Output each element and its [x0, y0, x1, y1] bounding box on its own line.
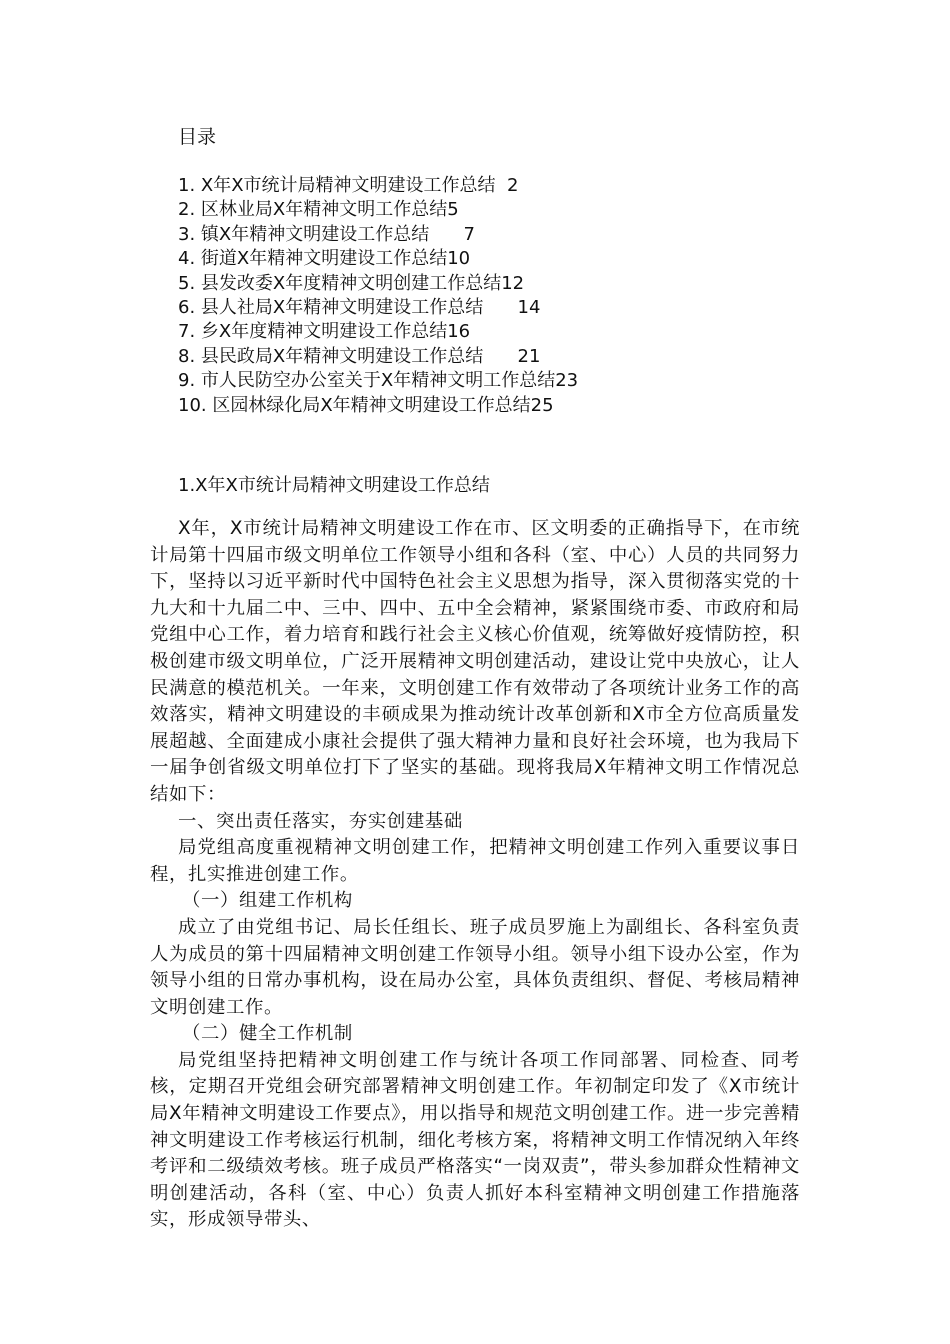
toc-item[interactable]: 4. 街道X年精神文明建设工作总结10: [178, 248, 471, 270]
toc-title: 目录: [178, 126, 217, 148]
toc-item[interactable]: 10. 区园林绿化局X年精神文明建设工作总结25: [178, 394, 554, 416]
toc-item[interactable]: 6. 县人社局X年精神文明建设工作总结 14: [178, 297, 541, 319]
paragraph-mechanism: 局党组坚持把精神文明创建工作与统计各项工作同部署、同检查、同考核，定期召开党组会研究部署精神文明创建工作。年初制定印发了《X市统计局X年精神文明建设工作要点》，用以指导和规范文明创建工作。进一步完善精神文明建设工作考核运行机制，细化考核方案，将精神文明工作情况纳入年终考评和二级绩效考核。班子成员严格落实“一岗双责”，带头参加群众性精神文明创建活动，各科（室、中心）负责人抓好本科室精神文明创建工作措施落实，形成领导带头、: [150, 1049, 800, 1231]
toc-item[interactable]: 8. 县民政局X年精神文明建设工作总结 21: [178, 345, 541, 367]
subheading-mechanism: （二）健全工作机制: [182, 1023, 353, 1045]
paragraph-responsibility: 局党组高度重视精神文明创建工作，把精神文明创建工作列入重要议事日程，扎实推进创建工作。: [150, 837, 800, 885]
heading-responsibility: 一、突出责任落实，夯实创建基础: [178, 810, 463, 832]
section-title: 1.X年X市统计局精神文明建设工作总结: [178, 475, 490, 496]
toc-item[interactable]: 1. X年X市统计局精神文明建设工作总结 2: [178, 175, 519, 196]
toc-item[interactable]: 7. 乡X年度精神文明建设工作总结16: [178, 321, 471, 343]
section-body: [150, 516, 800, 1234]
toc-list: [178, 174, 578, 418]
toc-item[interactable]: 9. 市人民防空办公室关于X年精神文明工作总结23: [178, 370, 579, 392]
toc-item[interactable]: 2. 区林业局X年精神文明工作总结5: [178, 199, 459, 221]
intro-paragraph: X年，X市统计局精神文明建设工作在市、区文明委的正确指导下，在市统计局第十四届市级文明单位工作领导小组和各科（室、中心）人员的共同努力下，坚持以习近平新时代中国特色社会主义思想为指导，深入贯彻落实党的十九大和十九届二中、三中、四中、五中全会精神，紧紧围绕市委、市政府和局党组中心工作，着力培育和践行社会主义核心价值观，统筹做好疫情防控，积极创建市级文明单位，广泛开展精神文明创建活动，建设让党中央放心，让人民满意的模范机关。一年来，文明创建工作有效带动了各项统计业务工作的高效落实，精神文明建设的丰硕成果为推动统计改革创新和X市全方位高质量发展超越、全面建成小康社会提供了强大精神力量和良好社会环境，也为我局下一届争创省级文明单位打下了坚实的基础。现将我局X年精神文明工作情况总结如下：: [150, 518, 800, 805]
paragraph-organization: 成立了由党组书记、局长任组长、班子成员罗施上为副组长、各科室负责人为成员的第十四届精神文明创建工作领导小组。领导小组下设办公室，作为领导小组的日常办事机构，设在局办公室，具体负责组织、督促、考核局精神文明创建工作。: [150, 916, 800, 1018]
toc-item[interactable]: 5. 县发改委X年度精神文明创建工作总结12: [178, 272, 525, 294]
toc-item[interactable]: 3. 镇X年精神文明建设工作总结 7: [178, 223, 476, 245]
subheading-organization: （一）组建工作机构: [182, 890, 353, 912]
